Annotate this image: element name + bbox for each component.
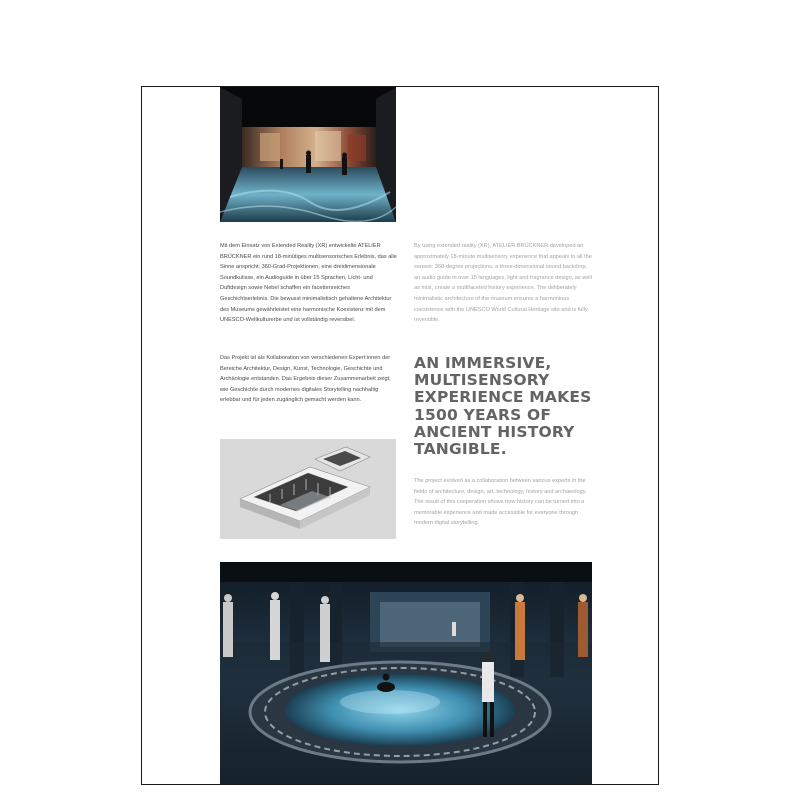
headline: AN IMMERSIVE, MULTISENSORY EXPERIENCE MAKES 1500 YEARS OF ANCIENT HISTORY TANGIBLE. (414, 354, 592, 459)
document-page (141, 86, 659, 785)
photo-immersive-projection-room (220, 87, 396, 222)
german-paragraph-1: Mit dem Einsatz von Extended Reality (XR) entwickelte ATELIER BRÜCKNER ein rund 18-minütiges multisensorisches Erlebnis, das alle Sinne anspricht: 360-Grad-Projektionen, eine dreidimensionale Soundkulisse, ein Audioguide in über 15 Sprachen, Licht- und Duftdesign sowie Nebel schaffen ein facettenreiches Geschichtserlebnis. Die bewusst minimalistisch gehaltene Architektur des Museums gewährleistet eine harmonische Koexistenz mit dem UNESCO-Weltkulturerbe und ist vollständig reversibel. (220, 243, 397, 324)
photo-mosaic-floor-hall (220, 562, 592, 784)
architectural-plan-image (220, 439, 396, 539)
english-paragraph-2: The project evolved as a collaboration between various experts in the fields of architecture, design, art, technology, history and archaeology. The result of this cooperation shows how history can be turned into a memorable experience and made accessible for everyone through modern digital storytelling. (414, 478, 587, 527)
german-paragraph-2: Das Projekt ist als Kollaboration von verschiedenen Expert:innen der Bereiche Architektur, Design, Kunst, Technologie, Geschichte und Archäologie entstanden. Das Ergebnis dieser Zusammenarbeit zeigt, wie Geschichte durch modernes digitales Storytelling nachhaltig erlebbar und für jeden zugänglich gemacht werden kann. (220, 355, 391, 404)
english-paragraph-1: By using extended reality (XR), ATELIER BRÜCKNER developed an approximately 18-minute multisensory experience that appeals to all the senses: 360-degree projections, a three-dimensional sound backdrop, an audio guide in over 15 languages, light and fragrance design, as well as mist, create a multifaceted history experience. The deliberately minimalistic architecture of the museum ensures a harmonious coexistence with the UNESCO World Cultural Heritage site and is fully reversible. (414, 243, 592, 324)
